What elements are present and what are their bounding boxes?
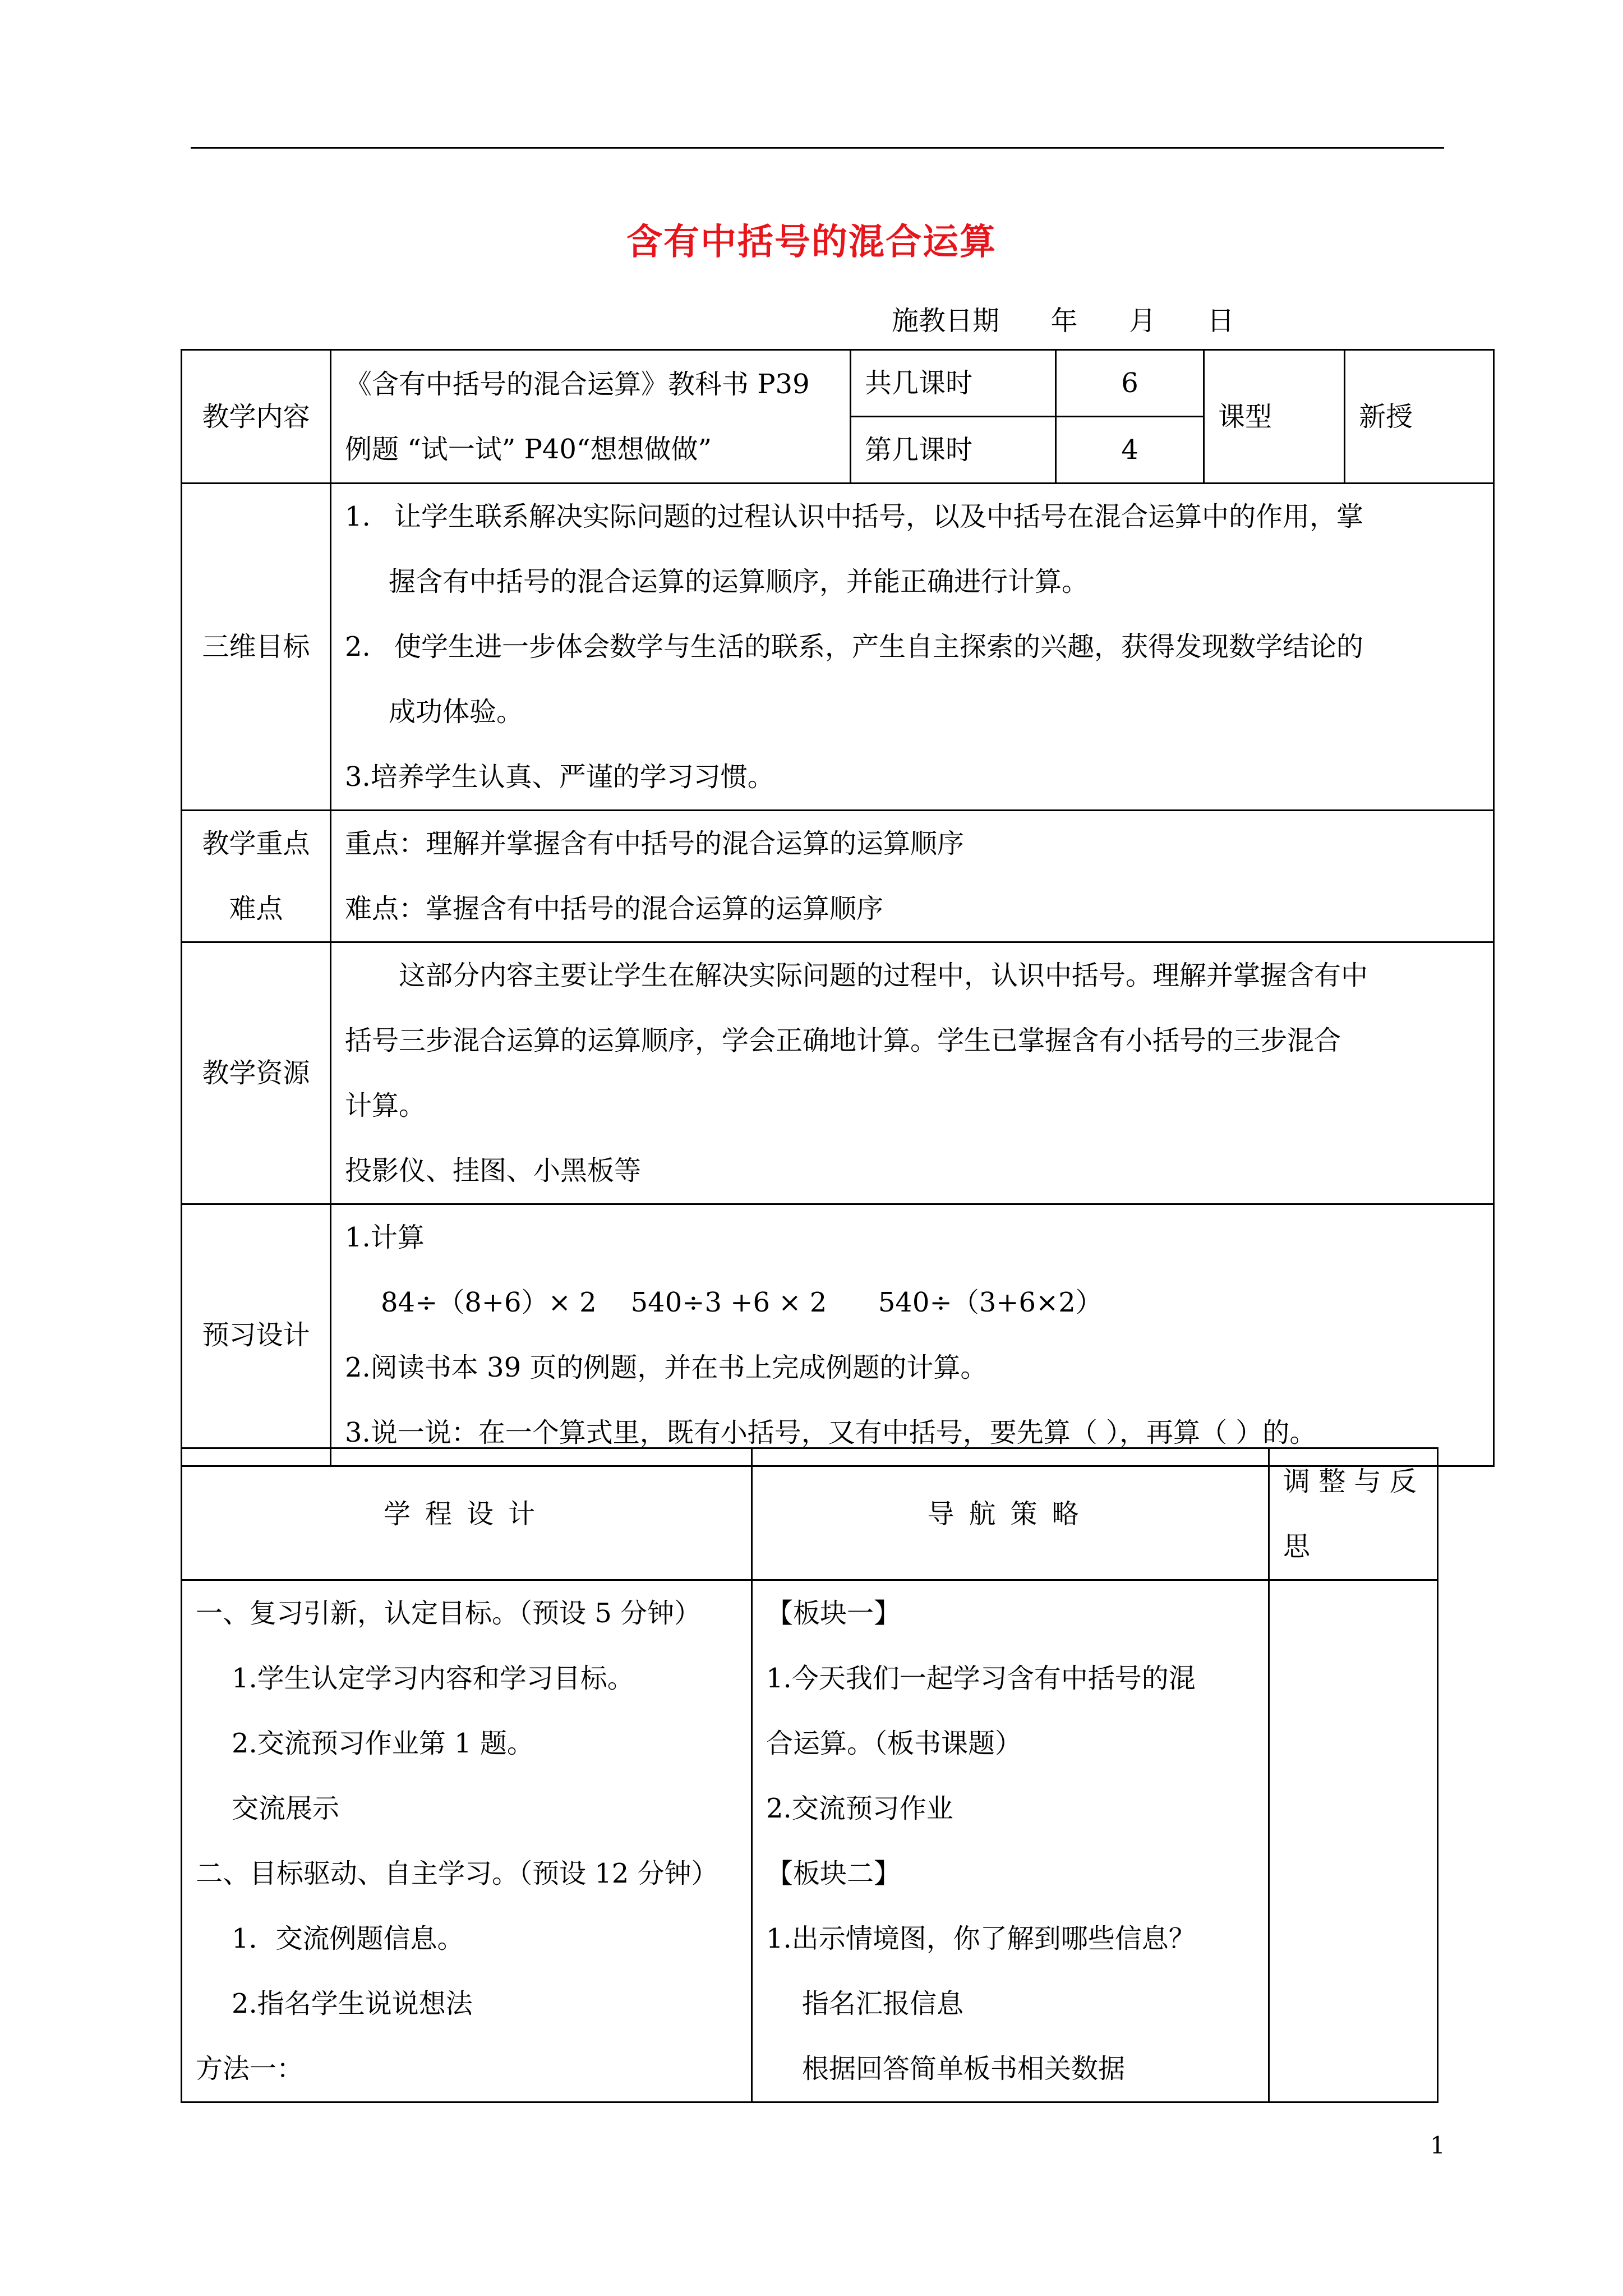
strategy-line: 【板块一】: [766, 1598, 901, 1629]
process-step: 一、复习引新，认定目标。（预设 5 分钟）: [196, 1598, 702, 1629]
preview-cell: [331, 1204, 1494, 1466]
reflection-cell: [1269, 1580, 1438, 2102]
process-step: 二、目标驱动、自主学习。（预设 12 分钟）: [196, 1858, 718, 1889]
key-point: 重点：理解并掌握含有中括号的混合运算的运算顺序: [345, 828, 965, 859]
page-number: 1: [1430, 2132, 1445, 2159]
navigation-strategy-cell: [752, 1580, 1269, 2102]
strategy-line: 【板块二】: [766, 1858, 901, 1889]
content-line: 《含有中括号的混合运算》教科书 P39: [345, 368, 810, 400]
goal-text-continued: 握含有中括号的混合运算的运算顺序，并能正确进行计算。: [389, 566, 1089, 597]
content-line: 例题 “试一试” P40“想想做做”: [345, 433, 712, 465]
resources-line: 计算。: [345, 1090, 426, 1121]
lesson-number-label: 第几课时: [851, 417, 1056, 484]
document-title: 含有中括号的混合运算: [626, 221, 997, 263]
strategy-line: 根据回答简单板书相关数据: [802, 2053, 1126, 2085]
learning-design-header: 学程设计: [182, 1448, 752, 1580]
process-step: 交流展示: [232, 1793, 340, 1824]
content-cell: [331, 350, 851, 484]
strategy-line: 1.出示情境图，你了解到哪些信息？: [766, 1923, 1196, 1954]
goal-text: 使学生进一步体会数学与生活的联系，产生自主探索的兴趣，获得发现数学结论的: [394, 631, 1364, 662]
header-rule: [191, 147, 1444, 149]
strategy-line: 1.今天我们一起学习含有中括号的混: [766, 1663, 1196, 1694]
total-lessons-value: 6: [1056, 350, 1204, 417]
navigation-strategy-header: 导航策略: [752, 1448, 1269, 1580]
goal-item: [345, 614, 1479, 679]
goal-number: 2.: [345, 631, 371, 662]
key-points-label: [182, 811, 331, 942]
goal-item: [345, 484, 1479, 549]
goal-text: 让学生联系解决实际问题的过程认识中括号，以及中括号在混合运算中的作用，掌: [394, 501, 1364, 532]
preview-line: 1.计算: [345, 1222, 425, 1253]
lesson-type-value: 新授: [1345, 350, 1494, 484]
process-step: 2.交流预习作业第 1 题。: [232, 1728, 534, 1759]
process-step: 2.指名学生说说想法: [232, 1988, 473, 2019]
strategy-line: 指名汇报信息: [802, 1988, 964, 2019]
content-label: 教学内容: [182, 350, 331, 484]
lesson-number-value: 4: [1056, 417, 1204, 484]
strategy-line: 合运算。（板书课题）: [766, 1728, 1022, 1759]
preview-line: 2.阅读书本 39 页的例题，并在书上完成例题的计算。: [345, 1352, 988, 1383]
lesson-info-table: [181, 349, 1495, 1467]
key-points-cell: [331, 811, 1494, 942]
strategy-line: 2.交流预习作业: [766, 1793, 953, 1824]
total-lessons-label: 共几课时: [851, 350, 1056, 417]
preview-line: 3.说一说：在一个算式里，既有小括号，又有中括号，要先算（ ），再算（ ）的。: [345, 1417, 1317, 1448]
preview-expressions: 84÷（8+6）× 2 540÷3 +6 × 2 540÷（3+6×2）: [381, 1287, 1103, 1318]
lesson-type-label: 课型: [1204, 350, 1345, 484]
resources-line: 投影仪、挂图、小黑板等: [345, 1155, 642, 1186]
resources-label: 教学资源: [182, 942, 331, 1204]
reflection-header-line: 调 整 与 反: [1283, 1466, 1417, 1497]
reflection-header-line: 思: [1283, 1531, 1311, 1562]
learning-design-cell: [182, 1580, 752, 2102]
preview-label: 预习设计: [182, 1204, 331, 1466]
resources-line: 括号三步混合运算的运算顺序，学会正确地计算。学生已掌握含有小括号的三步混合: [345, 1025, 1341, 1056]
difficulty-point: 难点：掌握含有中括号的混合运算的运算顺序: [345, 893, 884, 924]
resources-cell: [331, 942, 1494, 1204]
goals-cell: [331, 484, 1494, 811]
process-step: 方法一：: [196, 2053, 304, 2085]
goal-item: 3.培养学生认真、严谨的学习习惯。: [345, 761, 774, 793]
goal-text-continued: 成功体验。: [389, 696, 524, 728]
process-step: 1.学生认定学习内容和学习目标。: [232, 1663, 634, 1694]
learning-process-table: [181, 1447, 1438, 2103]
teaching-date-line: 施教日期 年 月 日: [892, 305, 1234, 337]
resources-line: 这部分内容主要让学生在解决实际问题的过程中，认识中括号。理解并掌握含有中: [399, 960, 1368, 991]
key-points-label-line: 难点: [229, 893, 283, 924]
process-step: 1．交流例题信息。: [232, 1923, 464, 1954]
goal-number: 1.: [345, 501, 371, 532]
reflection-header: [1269, 1448, 1438, 1580]
goals-label: 三维目标: [182, 484, 331, 811]
key-points-label-line: 教学重点: [202, 828, 310, 859]
